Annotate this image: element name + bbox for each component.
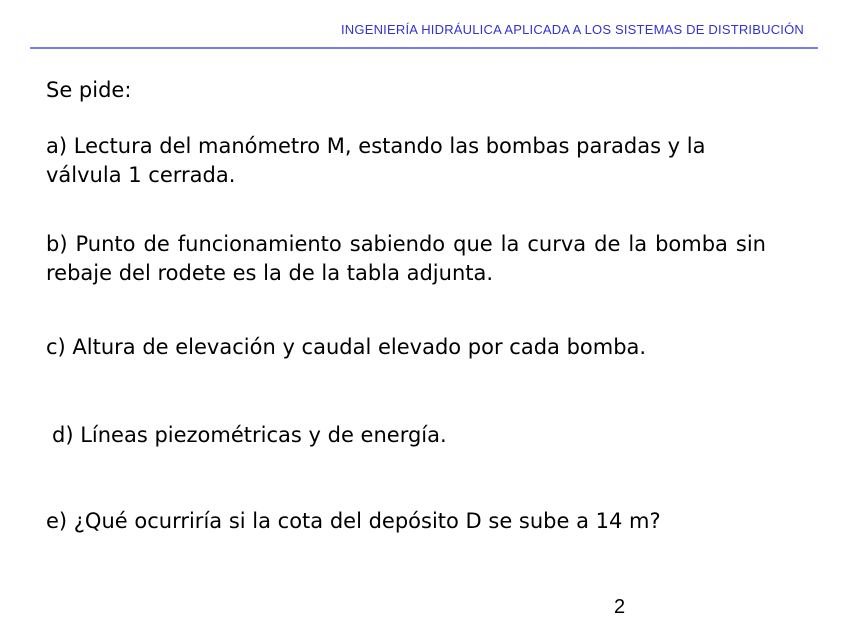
- question-b: b) Punto de funcionamiento sabiendo que la curva de la bomba sin rebaje del rodete es la de la tabla adjunta.: [46, 232, 766, 285]
- header-divider: [30, 47, 818, 49]
- question-d: d) Líneas piezométricas y de energía.: [52, 423, 447, 447]
- question-c: c) Altura de elevación y caudal elevado por cada bomba.: [46, 335, 647, 359]
- document-header-title: INGENIERÍA HIDRÁULICA APLICADA A LOS SISTEMAS DE DISTRIBUCIÓN: [341, 22, 804, 37]
- question-a: a) Lectura del manómetro M, estando las bombas paradas y la válvula 1 cerrada.: [46, 134, 706, 187]
- intro-text: Se pide:: [46, 78, 132, 102]
- page-number: 2: [614, 596, 626, 618]
- problem-statement: [46, 76, 766, 536]
- question-e: e) ¿Qué ocurriría si la cota del depósito D se sube a 14 m?: [46, 509, 661, 533]
